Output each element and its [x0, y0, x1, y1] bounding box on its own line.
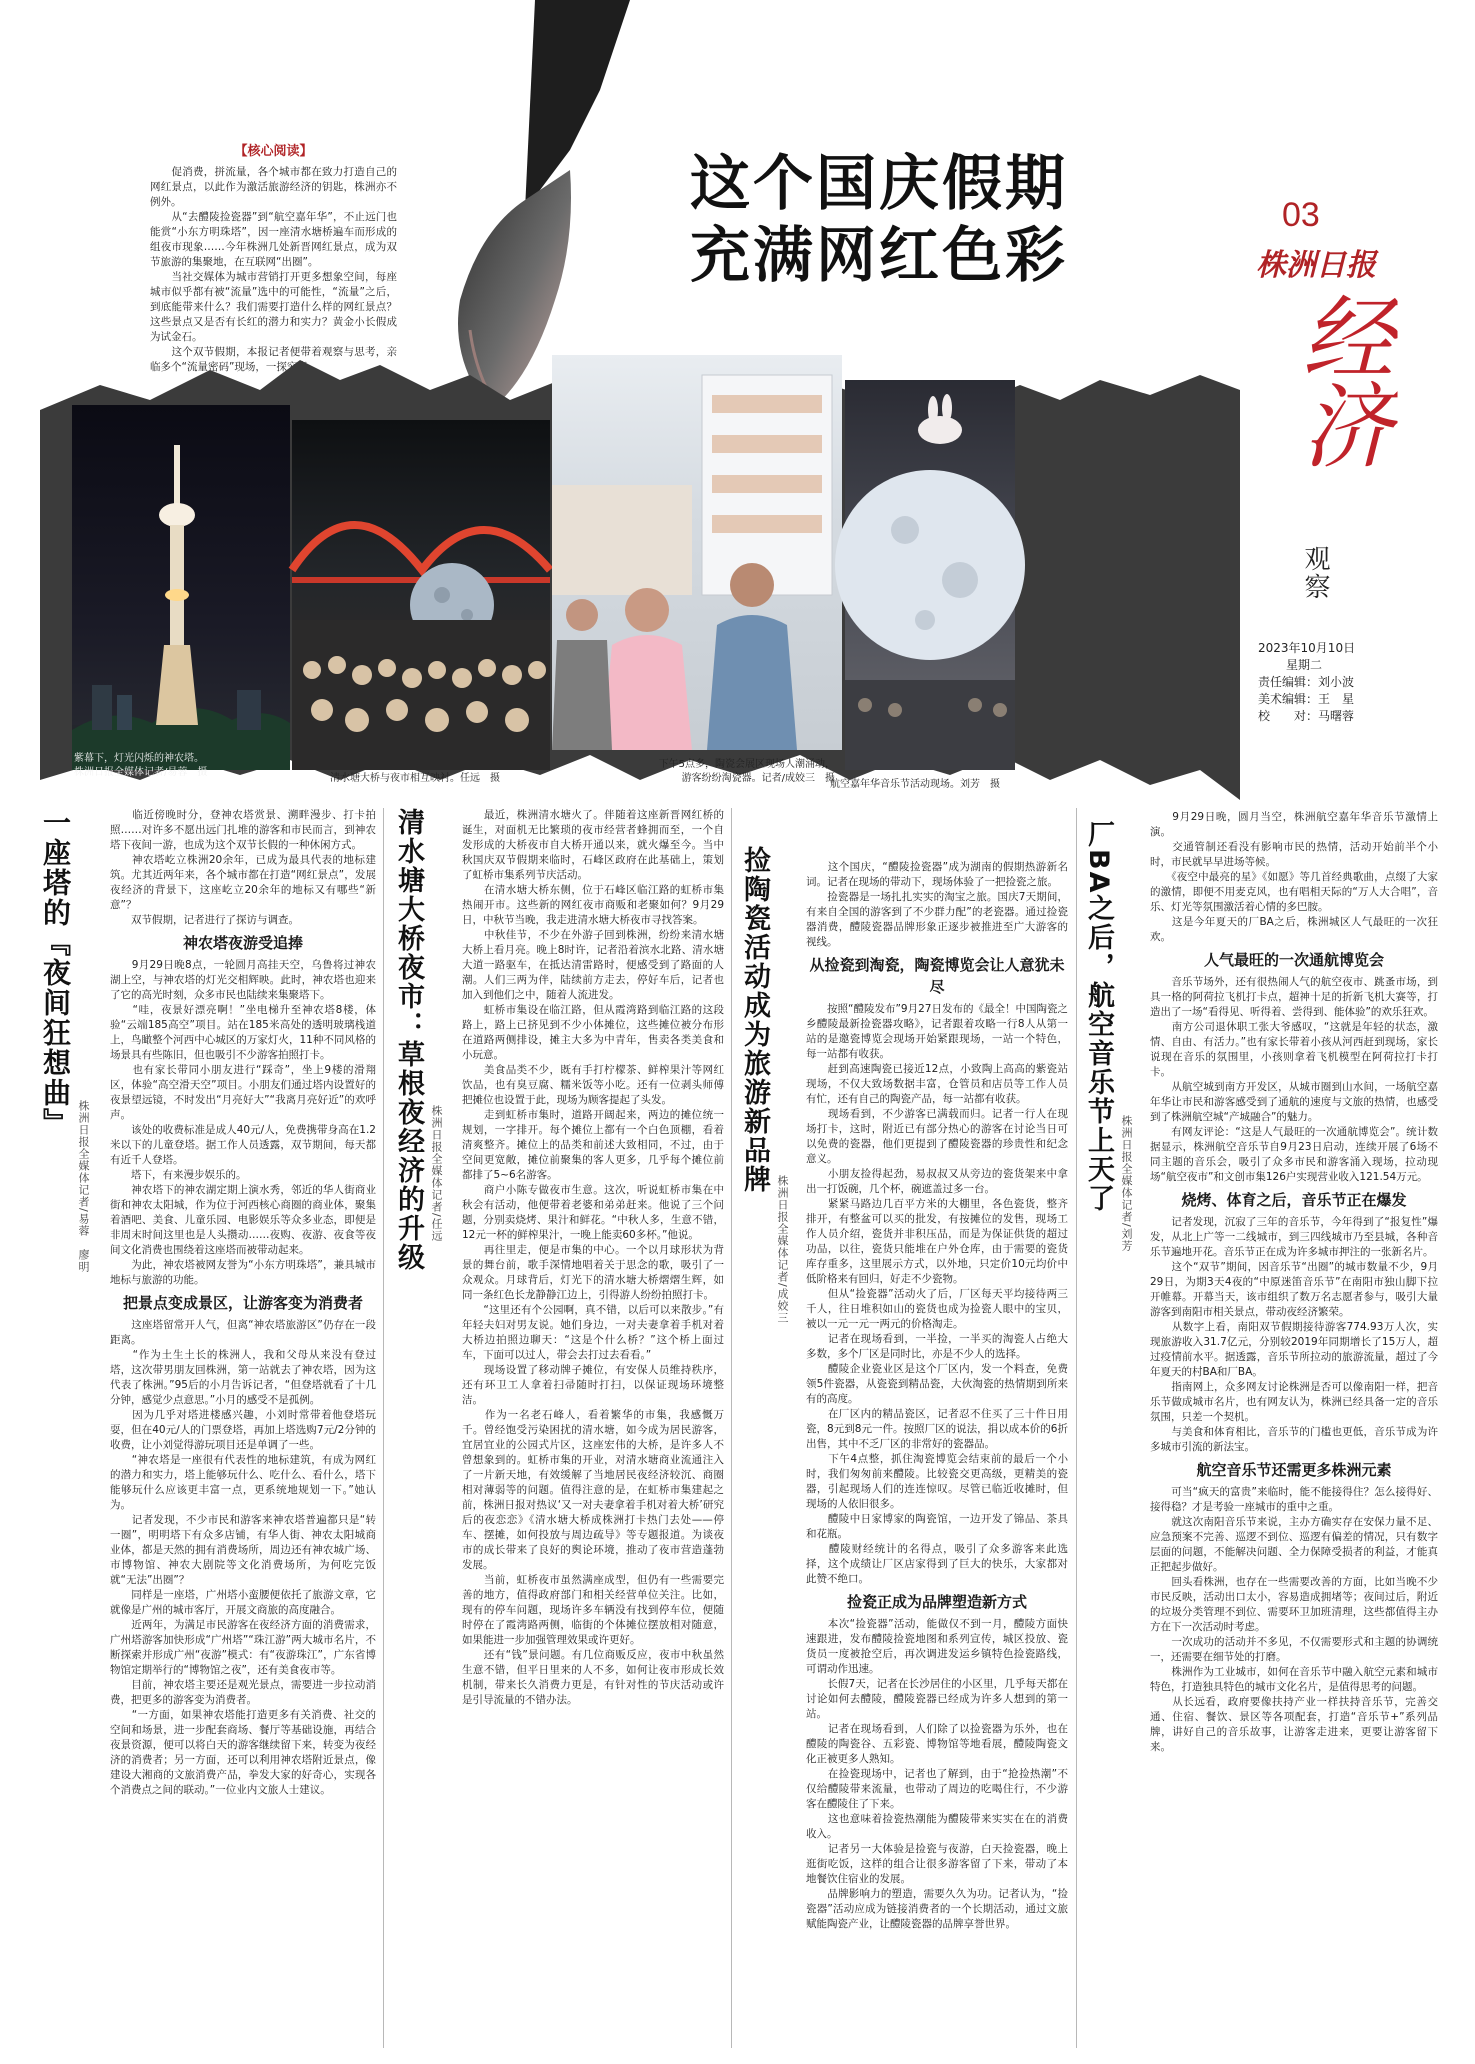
page-number: 03	[1282, 196, 1320, 234]
column-rule-1	[383, 808, 384, 2048]
caption-bridge: 清水塘大桥与夜市相互映衬。任远 摄	[330, 773, 500, 784]
article-2-body	[462, 808, 724, 2053]
article-1-subhead-2: 把景点变成景区，让游客变为消费者	[122, 1294, 363, 1312]
bridge-illustration	[292, 420, 550, 770]
article-3-byline: 株洲日报全媒体记者/成姣三	[776, 1175, 789, 1324]
staff-proof: 校 对：马曙蓉	[1258, 709, 1355, 723]
staff-editor: 责任编辑：刘小波	[1258, 675, 1355, 689]
article-3-section-1: 按照“醴陵发布”9月27日发布的《最全！中国陶瓷之乡醴陵最新捡瓷器攻略》，记者跟着攻略一行8人从第一站的是邀瓷博览会现场开始紧跟现场，一站一个特色，每一站都有收获。 赶到高速陶瓷已接近12点，小致陶上高高的紫瓷站现场，不仅大致场数据丰富，仓管员和店员等工作人员有忙，还有自己的陶瓷产品，每一站都有收获。 现场看到，不少游客已满载而归。记者一行人在现场打卡，这时，附近已有部分热心的游客在讨论当日可以免费的瓷器，他们更提到了醴陵瓷器的珍贵性和纪念意义。 小朋友捡得起劲，易叔叔又从旁边的瓷货架来中拿出一打饭碗，几个杯，碗遮盖过多一台。 紧紧马路边几百平方米的大棚里，各色瓷货，整齐排开，有整盆可以买的批发，有按摊位的发售，现场工作人员介绍，瓷货并非积压品，而是为保证供货的超过功品，以往，瓷货只能堆在户外仓库，由于需要的瓷货库存重多，这里展示方式，以外地，只定价10元均价中低阶格来有回归，好走不少瓷物。 但从“捡瓷器”活动火了后，厂区每天平均接待两三千人，往日堆积如山的瓷货也成为捡瓷人眼中的宝贝，被以一元一元一两元的价格淘走。 记者在现场看到，一半捡，一半买的淘瓷人占绝大多数，多个厂区是同时比，亦是不少人的选择。 醴陵企业瓷业区是这个厂区内，发一个料查，免费领5件瓷器，从瓷瓷到精品瓷，大伙淘瓷的热情期到所来有的高度。 在厂区内的精品瓷区，记者忍不住买了三十件日用瓷，8元到8元一件。按照厂区的说法，捐以成本价的6折出售，其中不乏厂区的非常好的瓷器品。 下午4点整，抓住淘瓷博览会结束前的最后一个小时，我们匆匆前来醴陵。比较瓷交更高级，更精美的瓷器，引起现场人们的连连惊叹。尽管已临近收摊时，但现场的人依旧很多。 醴陵中日家博家的陶瓷馆，一边开发了锦品、茶具和花瓶。 醴陵财经统计的名得点，吸引了众多游客来此选择，这个成绩让厂区店家得到了巨大的快乐，大家都对此赞不绝口。	[806, 1003, 1068, 1585]
column-rule-2	[731, 808, 732, 2048]
article-4-byline: 株洲日报全媒体记者/刘芳	[1120, 1115, 1133, 1252]
core-reading-label: 【核心阅读】	[234, 144, 313, 159]
article-1-byline: 株洲日报全媒体记者/易蓉 廖明	[77, 1100, 90, 1273]
article-2-section-0: 最近，株洲清水塘火了。伴随着这座新晋网红桥的诞生，对面机无比繁琐的夜市经营者蜂拥而至，一个自发形成的大桥夜市自大桥开通以来，就火爆至今。当中秋国庆双节假期来临时，石峰区政府在此基础上，策划了虹桥市集系列节庆活动。 在清水塘大桥东侧，位于石峰区临江路的虹桥市集热闹开市。这些新的网红夜市商贩和老聚如何？9月29日，中秋节当晚，我走进清水塘大桥夜市寻找答案。 中秋佳节，不少在外游子回到株洲，纷纷来清水塘大桥上看月亮。晚上8时许，记者沿着滨水北路、清水塘大道一路驱车，在抵达清雷路时，便感受到了路面的人潮。人们三两为伴，陆续前方走去，停好车后，记者也加入到他们之中，随着人流进发。 虹桥市集设在临江路，但从霞湾路到临江路的这段路上，路上已挤见到不少小体摊位，这些摊位被分布形在道路两侧排设，摊主大多为中青年，售卖各类美食和小玩意。 美食品类不少，既有手打柠檬茶、鲜榨果汁等网红饮品，也有臭豆腐、糯米饭等小吃。还有一位剥头师傅把摊位也设置于此，现场为顾客提起了头发。 走到虹桥市集时，道路开阔起来，两边的摊位统一规划，一字排开。每个摊位上都有一个白色顶棚，看着清爽整齐。摊位上的品类和前述大致相同，不过，由于空间更宽敞，摊位前聚集的客人更多，几乎每个摊位前都排了5~6名游客。 商户小陈专做夜市生意。这次，听说虹桥市集在中秋会有活动，他便带着老婆和弟弟赶来。他说了三个问题，分别卖烧烤、果汁和鲜花。“中秋人多，生意不错，12元一杯的鲜榨果汁，一晚上能卖60多杯。”他说。 再往里走，便是市集的中心。一个以月球形状为背景的舞台前，歌手深情地唱着关于思念的歌，吸引了一众观众。月球背后，灯光下的清水塘大桥熠熠生辉，如同一条红色长龙静静江边上，引得游人纷纷拍照打卡。 “这里还有个公园啊，真不错，以后可以来散步。”有年轻夫妇对男友说。她们身边，一对夫妻拿着手机对着大桥边拍照边聊天：“这是个什么桥？”这个桥上面过车，下面可以过人，带会去打过去看看。” 现场设置了移动牌子摊位，有安保人员维持秩序，还有环卫工人拿着扫帚随时打扫，以保证现场环境整洁。 作为一名老石峰人，看着繁华的市集，我感慨万千。曾经饱受污染困扰的清水塘，如今成为居民游客，宜居宜业的公园式片区，这座宏伟的大桥，是许多人不曾想象到的。虹桥市集的开业，对清水塘商业流通注入了一片新天地，有效缓解了当地居民夜经济较沉、商圈相对薄弱等的问题。值得注意的是，在虹桥市集建起之前，株洲日报对热议‘又一对夫妻拿着手机对着大桥’研究后的夜恋恋》《清水塘大桥成株洲打卡热门去处——停车、摆摊，如何投放与周边疏导》等专题报道。为谈夜市的成长带来了良好的舆论环境，推动了夜市营造蓬勃发展。 当前，虹桥夜市虽然满座成型，但仍有一些需要完善的地方，值得政府部门和相关经营单位关注。比如，现有的停车问题，现场许多车辆没有找到停车位，便随时停在了霞湾路两侧，临街的个体摊位摆放相对随意，如果能进一步加强管理效果或许更好。 还有“钱”景问题。有几位商贩反应，夜市中秋虽然生意不错，但平日里来的人不多，如何让夜市形成长效机制，带来长久消费力更是，有针对性的节庆活动或许是引导流量的不错办法。	[462, 809, 724, 1706]
article-3-body	[806, 860, 1068, 2055]
article-4-section-3: 可当“疯天的富贵”来临时，能不能接得住？怎么接得好、接得稳？才是考验一座城市的重中之重。 就这次南阳音乐节来说，主办方确实存在安保力量不足、应急预案不完善、巡逻不到位、巡逻有偏差的情况，只有数字层面的问题，不能解决问题、全力保障受损者的利益，才能真正把起步做好。 回头看株洲，也存在一些需要改善的方面，比如当晚不少市民反映，活动出口太小，容易造成拥堵等；夜间过后，附近的垃圾分类管理不到位、需要环卫加班清理，这些都值得主办方在下一次活动时考虑。 一次成功的活动并不多见，不仅需要形式和主题的协调统一，还需要在细节处的打磨。 株洲作为工业城市，如何在音乐节中融入航空元素和城市特色，打造独具特色的城市文化名片，是值得思考的问题。 从长远看，政府要像扶持产业一样扶持音乐节，完善交通、住宿、餐饮、景区等各项配套，打造“音乐节+”系列品牌，讲好自己的音乐故事，让游客走进来，更要让游客留下来。	[1150, 1486, 1438, 1753]
section-glyphs: 经济	[1287, 290, 1394, 466]
article-1-lead: 临近傍晚时分，登神农塔赏景、溯畔漫步、打卡拍照……对许多不愿出远门扎堆的游客和市民而言，到神农塔下夜间一游，也成为这个双节长假的一种休闲方式。 神农塔屹立株洲20余年，已成为最具代表的地标建筑。尤其近两年来，各个城市都在打造“网红景点”，发展夜经济的背景下，这座屹立20余年的地标又有哪些“新意”？ 双节假期，记者进行了探访与调查。	[110, 809, 376, 926]
caption-tower: 紫幕下，灯光闪烁的神农塔。 株洲日报全媒体记者/易蓉 摄	[74, 753, 208, 778]
article-4-subhead-1: 人气最旺的一次通航博览会	[1203, 951, 1384, 969]
article-2-title: 清水塘大桥夜市：草根夜经济的升级	[393, 808, 424, 1272]
core-reading-box	[150, 143, 397, 373]
article-3-title: 捡陶瓷活动成为旅游新品牌	[739, 846, 770, 1194]
article-3-section-2: 本次“捡瓷器”活动，能做仅不到一月，醴陵方面快速跟进，发布醴陵捡瓷地图和系列宣传，城区投放、瓷货员一度被抢空后，再次调进发运乡镇特色捡瓷路线，可谓动作迅速。 长假7天，记者在长沙居住的小区里，几乎每天都在讨论如何去醴陵，醴陵瓷器已经成为许多人想到的第一站。 记者在现场看到，人们除了以捡瓷器为乐外，也在醴陵的陶瓷谷、五彩瓷、博物馆等地看展，醴陵陶瓷文化正被更多人熟知。 在捡瓷现场中，记者也了解到，由于“抢捡热潮”不仅给醴陵带来流量，也带动了周边的吃喝住行，不少游客在醴陵住了下来。 这也意味着捡瓷热潮能为醴陵带来实实在在的消费收入。 记者另一大体验是捡瓷与夜游，白天捡瓷器，晚上逛街吃饭，这样的组合让很多游客留了下来，带动了本地餐饮住宿业的发展。 品牌影响力的塑造，需要久久为功。记者认为，“捡瓷器”活动应成为链接消费者的一个长期活动，通过文旅赋能陶瓷产业，让醴陵瓷器的品牌享誉世界。	[806, 1618, 1068, 1930]
article-4-subhead-3: 航空音乐节还需更多株洲元素	[1196, 1461, 1392, 1479]
issue-date	[1258, 640, 1355, 725]
article-1-section-2: 这座塔留常开人气，但离“神农塔旅游区”仍存在一段距离。 “作为土生土长的株洲人，我和父母从来没有登过塔，这次带男朋友回株洲，第一站就去了神农塔，因为这代表了株洲。”95后的小月告诉记者，“但登塔就看了十几分钟，感觉少点意思。”小月的感受不是孤例。 因为几乎对塔进楼感兴趣，小刘时常带着他登塔玩耍，但在40元/人的门票登塔，再加上塔选购7元/2分钟的收费，让小刘觉得游玩项目还是单调了一些。 “神农塔是一座很有代表性的地标建筑，有成为网红的潜力和实力，塔上能够玩什么、吃什么、看什么，塔下能够玩什么应该更丰富一点，更系统地规划一下。”她认为。 记者发现，不少市民和游客来神农塔普遍都只是“转一圈”，明明塔下有众多店铺，有华人街、神农太阳城商业体，都是天然的拥有消费场所，周边还有神农城广场、市博物馆、神农大剧院等文化消费场所，为何吃完饭就“无法”出圈”？ 同样是一座塔，广州塔小蛮腰便依托了旅游文章，它就像是广州的城市客厅，开展文商旅的高度融合。 近两年，为满足市民游客在夜经济方面的消费需求，广州塔游客加快形成“广州塔”“珠江游”两大城市名片，不断探索并形成广州“夜游”模式：有“夜游珠江”，广东省博物馆定期举行的“博物馆之夜”，还有美食夜市等。 目前，神农塔主要还是观光景点，需要进一步拉动消费，把更多的游客变为消费者。 “一方面，如果神农塔能打造更多有关消费、社交的空间和场景，进一步配套商场、餐厅等基础设施，再结合夜景资源，便可以将白天的游客继续留下来，转变为夜经济的消费者；另一方面，还可以利用神农塔附近景点，像建设大湘商的文旅消费产品，拳发大家的好奇心，实现各个消费点之间的联动。”一位业内文旅人士建议。	[110, 1319, 376, 1796]
article-4-title: 厂BA之后，航空音乐节上天了	[1083, 820, 1114, 1214]
photo-ceramics	[552, 355, 842, 750]
photo-moon	[845, 380, 1015, 770]
headline-line-2: 充满网红色彩	[690, 221, 1068, 291]
ceramics-illustration	[552, 355, 842, 750]
article-1-section-1: 9月29日晚8点，一轮圆月高挂天空，乌鲁将过神农湖上空，与神农塔的灯光交相辉映。此时，神农塔也迎来了它的高光时刻，众多市民也陆续来集聚塔下。 “哇，夜景好漂亮啊！”坐电梯升至神农塔8楼，体验“云端185高空”项目。站在185米高处的透明玻璃栈道上，鸟瞰整个河西中心城区的万家灯火，11种不同风格的场景具有些陈旧，但也吸引不少游客拍照打卡。 也有家长带同小朋友进行“踩奇”，坐上9楼的滑翔区，体验“高空滑天空”项目。小朋友们通过塔内设置好的夜景望远镜，不时发出“月亮好大”“我离月亮好近”的欢呼声。 该处的收费标准是成人40元/人，免费携带身高在1.2米以下的儿童登塔。据工作人员透露，双节期间，每天都有近千人登塔。 塔下，有来漫步娱乐的。 神农塔下的神农湖定期上演水秀，邻近的华人街商业街和神农太阳城，作为位于河西核心商圈的商业体，聚集着酒吧、美食、儿童乐园、电影娱乐等众多业态，即便是非周末时间这里也是人头攒动……夜购、夜游、夜食等夜间文化消费也围绕着这座塔而被带动起来。 为此，神农塔被网友誉为“小东方明珠塔”，兼具城市地标与旅游的功能。	[110, 959, 376, 1286]
article-4-section-1: 音乐节场外，还有很热闹人气的航空夜市、跳蚤市场，到具一格的阿荷拉飞机打卡点，超神十足的折新飞机大赛等，打造出了一场“看得见、听得着、尝得到、能体验”的欢乐狂欢。 南方公司退休职工张大爷感叹，“这就是年轻的状态，激情、自由、有活力。”也有家长带着小孩从河西赶到现场，家长说现在音乐的氛围里，小孩则拿着飞机模型在阿荷拉打卡打卡。 从航空城到南方开发区，从城市圈到山水间，一场航空嘉年华让市民和游客感受到了通航的速度与文旅的热情，也感受到了株洲航空城“产城融合”的魅力。 有网友评论：“这是人气最旺的一次通航博览会”。统计数据显示，株洲航空音乐节自9月23日启动，连续开展了6场不同主题的音乐会，吸引了众多市民和游客涌入现场，拉动现场“航空夜市”和文创市集126户实现营业收入121.54万元。	[1150, 976, 1438, 1183]
article-4-lead: 9月29日晚，圆月当空，株洲航空嘉年华音乐节激情上演。 交通管制还看没有影响市民的热情，活动开始前半个小时，市民就早早进场等候。 《夜空中最亮的星》《如愿》等几首经典歌曲，点缀了大家的激情，即便不用麦克风，也有唱相天际的“万人大合唱”，音乐、灯光等氛围激活着心情的多巴胺。 这是今年夏天的厂BA之后，株洲城区人气最旺的一次狂欢。	[1150, 811, 1438, 943]
issue-weekday: 星期二	[1286, 658, 1323, 672]
article-3-subhead-1: 从捡瓷到淘瓷，陶瓷博览会让人意犹未尽	[809, 956, 1065, 996]
tower-illustration	[72, 405, 290, 770]
core-reading-text: 促消费，拼流量，各个城市都在致力打造自己的网红景点，以此作为激活旅游经济的钥匙，株洲亦不例外。 从“去醴陵捡瓷器”到“航空嘉年华”，不止远门也能赏“小东方明珠塔”，因一座清水塘桥遍车而形成的组夜市现象……今年株洲几处新晋网红景点，成为双节旅游的集聚地，在互联网“出圈”。 当社交媒体为城市营销打开更多想象空间，每座城市似乎都有被“流量”选中的可能性，“流量”之后，到底能带来什么？我们需要打造什么样的网红景点？这些景点又是否有长红的潜力和实力？黄金小长假成为试金石。 这个双节假期，本报记者便带着观察与思考，亲临多个“流量密码”现场，一探究竟。	[150, 166, 397, 373]
column-rule-3	[1076, 808, 1077, 2048]
article-4-section-2: 记者发现，沉寂了三年的音乐节，今年得到了“报复性”爆发，从北上广等一二线城市，到三四线城市乃至县城，各种音乐节遍地开花。音乐节正在成为许多城市押注的一张新名片。 这个“双节”期间，因音乐节“出圈”的城市数量不少，9月29日，为期3天4夜的“中原迷笛音乐节”在南阳市独山脚下拉开帷幕。开幕当天，该市组织了数万名志愿者参与，吸引大量游客到南阳市相关景点，带动夜经济繁荣。 从数字上看，南阳双节假期接待游客774.93万人次，实现旅游收入31.7亿元，分别较2019年同期增长了15万人，超过疫情前水平。据透露，音乐节所拉动的旅游流量，超过了今年夏天的村BA和厂BA。 指南网上，众多网友讨论株洲是否可以像南阳一样，把音乐节做成城市名片，也有网友认为，株洲已经具备一定的音乐氛围，只差一个契机。 与美食和体育相比，音乐节的门槛也更低，音乐节成为许多城市引流的新法宝。	[1150, 1216, 1438, 1453]
paper-name: 株洲日报	[1256, 248, 1376, 283]
article-4-subhead-2: 烧烤、体育之后，音乐节正在爆发	[1181, 1191, 1407, 1209]
article-1-title: 一座塔的『夜间狂想曲』	[39, 808, 72, 1138]
article-4-body	[1150, 810, 1438, 2053]
photo-tower	[72, 405, 290, 770]
caption-moon: 航空嘉年华音乐节活动现场。刘芳 摄	[830, 779, 1000, 790]
issue-date-text: 2023年10月10日	[1258, 641, 1356, 655]
section-suffix: 观察	[1300, 545, 1330, 601]
headline-line-1: 这个国庆假期	[690, 149, 1068, 219]
photo-bridge	[292, 420, 550, 770]
moon-illustration	[845, 380, 1015, 770]
main-headline	[690, 148, 1190, 292]
article-1-body	[110, 808, 376, 2053]
staff-art: 美术编辑：王 星	[1258, 692, 1355, 706]
article-3-lead: 这个国庆，“醴陵捡瓷器”成为湖南的假期热游新名词。记者在现场的带动下，现场体验了一把捡瓷之旅。 捡瓷器是一场扎扎实实的淘宝之旅。国庆7天期间，有来自全国的游客到了不少群力配”的老瓷器。通过捡瓷器消费，醴陵瓷器品牌形象正逐步被推进至广大游客的视线。	[806, 861, 1068, 948]
article-3-subhead-2: 捡瓷正成为品牌塑造新方式	[846, 1593, 1027, 1611]
article-1-subhead-1: 神农塔夜游受追捧	[182, 934, 303, 952]
caption-ceramics: 下午5点多，陶瓷会展区现场人潮涌动， 游客纷纷淘瓷器。记者/成姣三 摄	[658, 759, 835, 784]
article-2-byline: 株洲日报全媒体记者/任远	[430, 1105, 443, 1242]
